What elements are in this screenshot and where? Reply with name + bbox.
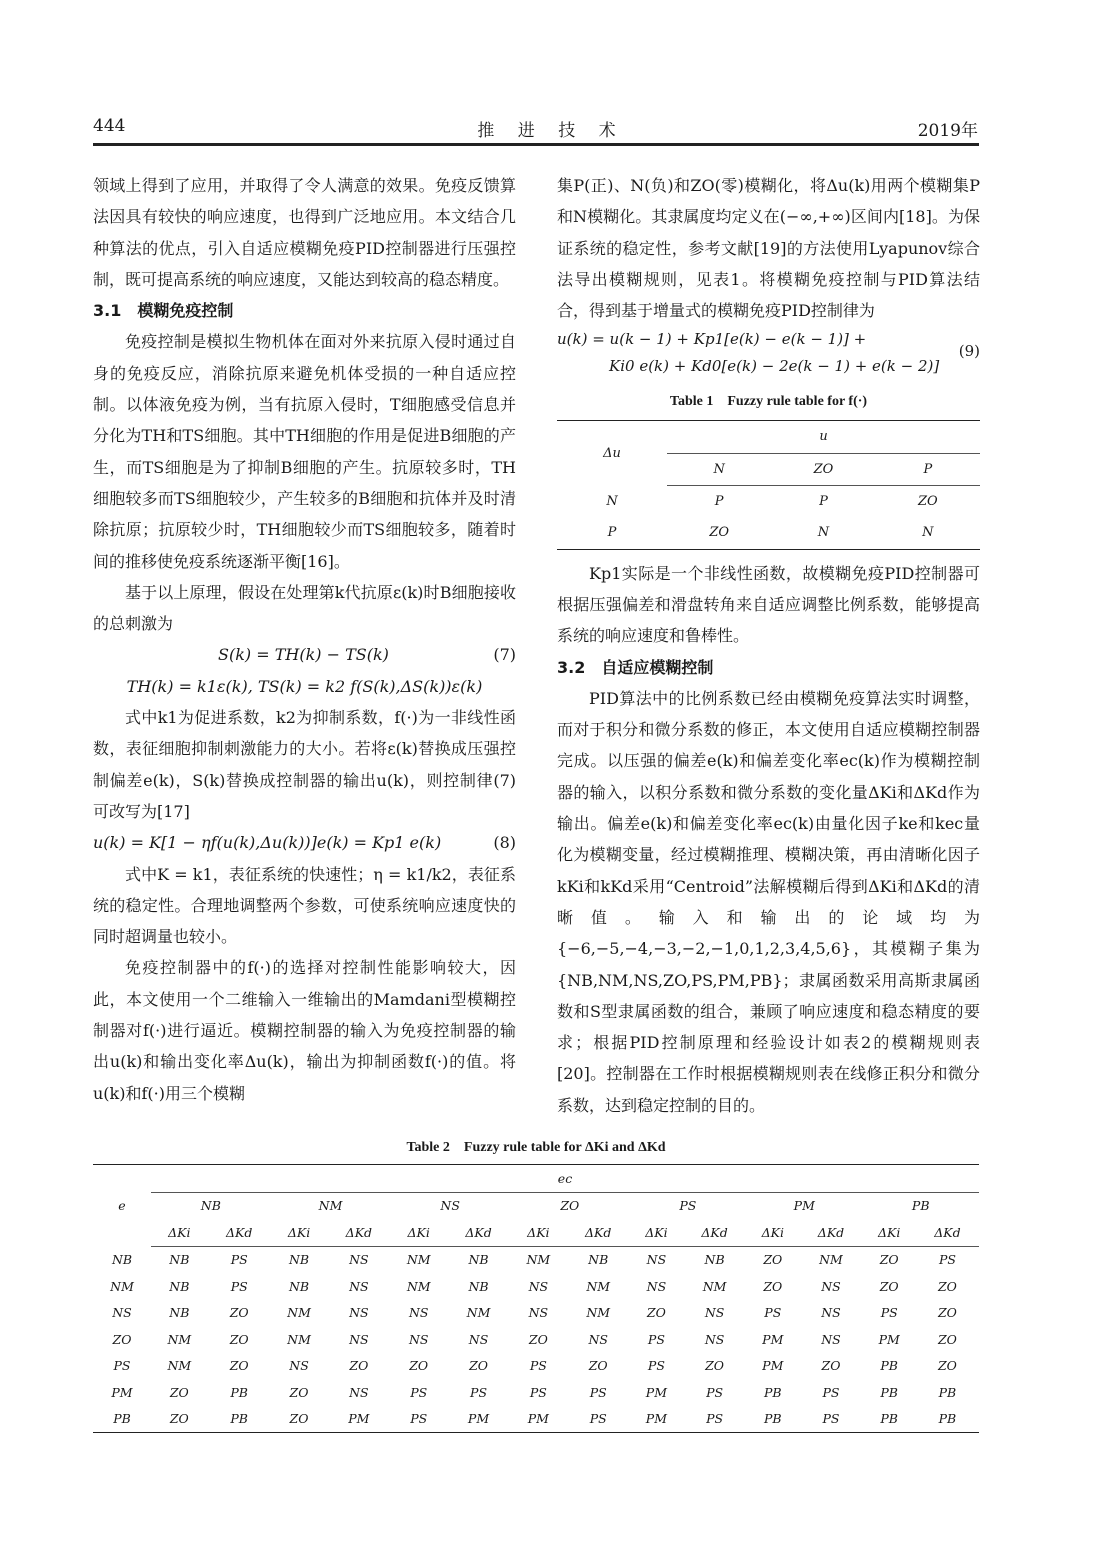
table-cell: NS [468,1331,489,1347]
table-2-group-header: PS [679,1198,697,1214]
table-cell: NS [349,1252,369,1268]
table-cell: NM [167,1358,192,1374]
table-cell: NM [702,1278,727,1294]
table-cell: PS [230,1252,248,1268]
table-2-sub-header: ΔKd [208,1219,271,1246]
header-rule [93,143,979,146]
journal-year: 2019年 [917,121,978,141]
table-cell: ZO [937,1278,957,1294]
table-cell: N [922,525,934,541]
table-2-sub-header: ΔKd [800,1219,863,1246]
table-cell: ZO [169,1384,189,1400]
table-cell: PB [763,1384,782,1400]
table-2-row-header: NM [110,1278,134,1294]
table-2-sub-header: ΔKi [390,1219,447,1246]
table-cell: PB [880,1411,898,1427]
table-cell: PS [230,1278,248,1294]
table-cell: PB [938,1384,957,1400]
table-2-row-header: NB [111,1252,133,1267]
table-2-row-header: ZO [112,1331,132,1347]
table-cell: NS [349,1278,369,1294]
equation-8-expr: u(k) = K[1 − ηf(u(k),Δu(k))]e(k) = Kp1 e(k) [93,833,442,853]
table-2-sub-header: ΔKi [630,1219,683,1246]
table-row [93,1326,979,1353]
table-cell: PS [589,1411,607,1427]
table-cell: NB [468,1278,489,1294]
table-cell: NS [821,1305,841,1321]
table-cell: P [819,494,828,510]
table-row [93,1379,979,1406]
table-cell: PB [230,1411,248,1427]
table-cell: PM [762,1331,784,1347]
table-cell: NM [466,1305,491,1321]
table-cell: NM [526,1252,551,1268]
table-cell: PS [410,1411,428,1427]
table-2-row-header: NS [112,1305,132,1321]
table-1-col-header: P [876,453,980,485]
right-paragraph-1: 集P(正)、N(负)和ZO(零)模糊化，将Δu(k)用两个模糊集P和N模糊化。其隶属度均定义在(−∞,+∞)区间内[18]。为保证系统的稳定性，参考文献[19]的方法使用Lyapunov综合法导出模糊规则，见表1。将模糊免疫控制与PID算法结合，得到基于增量式的模糊免疫PID控制律为 [557,176,980,321]
table-cell: NS [528,1305,549,1321]
table-cell: PS [647,1331,665,1347]
table-cell: ZO [646,1305,666,1321]
table-cell: NM [167,1331,192,1347]
table-cell: ZO [763,1278,783,1294]
table-cell: PB [763,1411,782,1427]
table-2-sub-header: ΔKd [683,1219,746,1246]
table-cell: NB [169,1278,190,1294]
section-heading-3-2: 3.2 自适应模糊控制 [557,657,714,677]
table-cell: NM [287,1331,311,1347]
table-cell: ZO [229,1358,249,1374]
table-row [93,1246,979,1273]
left-paragraph-5: 式中K = k1，表征系统的快速性；η = k1/k2，表征系统的稳定性。合理地调整两个参数，可使系统响应速度快的同时超调量也较小。 [93,864,516,947]
page-number: 444 [93,116,126,136]
table-cell: PS [822,1411,840,1427]
table-cell: ZO [879,1278,899,1294]
table-cell: PS [529,1358,547,1374]
table-2 [93,1164,979,1433]
table-cell: NM [586,1305,611,1321]
table-cell: ZO [528,1331,548,1347]
table-cell: ZO [879,1252,899,1268]
table-2-group-header: NS [440,1198,460,1214]
table-cell: ZO [821,1358,841,1374]
table-cell: PS [647,1358,665,1374]
table-cell: PM [878,1331,900,1347]
table-cell: NB [288,1252,310,1268]
table-cell: PS [470,1384,488,1400]
table-2-group-header: NB [200,1198,221,1214]
table-cell: PS [880,1305,898,1321]
left-paragraph-4: 式中k1为促进系数，k2为抑制系数，f(·)为一非线性函数，表征细胞抑制刺激能力的大小。若将ε(k)替换成压强控制偏差e(k)，S(k)替换成控制器的输出u(k)，则控制律(7)可改写为[17] [93,708,516,821]
equation-7-number: (7) [493,645,516,665]
table-1-caption: Table 1 Fuzzy rule table for f(·) [669,394,868,410]
table-row [93,1406,979,1433]
table-cell: P [714,494,724,510]
table-cell: PS [529,1384,547,1400]
table-cell: NS [349,1331,369,1347]
table-2-sub-header: ΔKi [151,1219,208,1246]
table-2-sub-header: ΔKd [567,1219,630,1246]
table-cell: ZO [169,1411,189,1427]
equation-9-line-2: Ki0 e(k) + Kd0[e(k) − 2e(k − 1) + e(k − 2)] [609,357,940,376]
table-cell: ZO [469,1358,488,1374]
table-cell: PS [589,1384,607,1400]
table-row [557,486,980,518]
table-cell: ZO [289,1411,309,1427]
table-cell: PM [762,1358,784,1374]
table-cell: ZO [588,1358,608,1374]
table-row [93,1273,979,1300]
left-paragraph-2: 免疫控制是模拟生物机体在面对外来抗原入侵时通过自身的免疫反应，消除抗原来避免机体受损的一种自适应控制。以体液免疫为例，当有抗原入侵时，T细胞感受信息并分化为TH和TS细胞。其中TH细胞的作用是促进B细胞的产生，而TS细胞是为了抑制B细胞的产生。抗原较多时，TH细胞较多而TS细胞较少，产生较多的B细胞和抗体并及时清除抗原；抗原较少时，TH细胞较少而TS细胞较多，随着时间的推移使免疫系统逐渐平衡[16]。 [93,332,516,571]
table-cell: PB [880,1358,898,1374]
table-cell: PM [527,1411,549,1427]
table-cell: ZO [917,494,938,510]
table-cell: NM [287,1305,311,1321]
table-2-sub-header: ΔKi [746,1219,799,1246]
equation-7b: TH(k) = k1ε(k), TS(k) = k2 f(S(k),ΔS(k))ε(k) [126,676,483,696]
table-cell: NS [821,1278,841,1294]
equation-9-line-1: u(k) = u(k − 1) + Kp1[e(k) − e(k − 1)] + [557,330,867,349]
table-cell: NB [468,1252,489,1268]
table-cell: PS [938,1252,956,1268]
table-cell: ZO [229,1331,249,1347]
table-cell: PB [230,1384,248,1400]
table-2-col-label: ec [151,1165,979,1193]
table-cell: NS [289,1358,309,1374]
table-2-sub-header: ΔKi [510,1219,567,1246]
table-cell: ZO [229,1305,249,1321]
table-row [557,517,980,549]
table-1 [557,420,980,549]
equation-8-number: (8) [493,833,516,853]
table-cell: ZO [409,1358,429,1374]
table-cell: NS [704,1305,725,1321]
table-cell: ZO [937,1331,957,1347]
equation-7-expr: S(k) = TH(k) − TS(k) [218,645,389,665]
table-cell: PB [938,1411,957,1427]
table-cell: NB [169,1252,190,1268]
table-cell: ZO [705,1358,725,1374]
table-cell: ZO [937,1358,957,1374]
table-cell: NB [288,1278,310,1294]
table-2-sub-header: ΔKd [916,1219,979,1246]
table-row [93,1300,979,1327]
table-1-row-label: Δu [603,445,621,461]
right-paragraph-3: PID算法中的比例系数已经由模糊免疫算法实时调整，而对于积分和微分系数的修正，本文使用自适应模糊控制器完成。以压强的偏差e(k)和偏差变化率ec(k)作为模糊控制器的输入，以积分系数和微分系数的变化量ΔKi和ΔKd作为输出。偏差e(k)和偏差变化率ec(k)由量化因子ke和kec量化为模糊变量，经过模糊推理、模糊决策，再由清晰化因子kKi和kKd采用“Centroid”法解模糊后得到ΔKi和ΔKd的清晰值。输入和输出的论域均为{−6,−5,−4,−3,−2,−1,0,1,2,3,4,5,6}，其模糊子集为{NB,NM,NS,ZO,PS,PM,PB}；隶属函数采用高斯隶属函数和S型隶属函数的组合，兼顾了响应速度和稳态精度的要求；根据PID控制原理和经验设计如表2的模糊规则表[20]。控制器在工作时根据模糊规则表在线修正积分和微分系数，达到稳定控制的目的。 [557,688,980,1115]
table-cell: NS [528,1278,549,1294]
equation-9-number: (9) [958,342,980,361]
table-cell: ZO [289,1384,309,1400]
table-cell: ZO [349,1358,369,1374]
left-column [93,170,516,1109]
table-2-sub-header: ΔKd [327,1219,390,1246]
right-column [557,170,980,1121]
table-1-col-header: ZO [771,453,875,485]
left-paragraph-6: 免疫控制器中的f(·)的选择对控制性能影响较大，因此，本文使用一个二维输入一维输出的Mamdani型模糊控制器对f(·)进行逼近。模糊控制器的输入为免疫控制器的输出u(k)和输出变化率Δu(k)，输出为抑制函数f(·)的值。将u(k)和f(·)用三个模糊 [93,958,516,1103]
table-cell: NM [586,1278,611,1294]
table-cell: NB [169,1305,190,1321]
table-cell: NS [349,1384,369,1400]
table-cell: N [817,525,830,541]
table-row [93,1353,979,1380]
table-cell: NS [646,1252,667,1268]
table-cell: ZO [709,525,730,541]
table-1-col-header: N [667,453,771,485]
table-cell: ZO [763,1252,783,1268]
table-cell: NS [588,1331,608,1347]
section-heading-3-1: 3.1 模糊免疫控制 [93,301,234,321]
table-cell: NS [408,1331,429,1347]
table-cell: NM [406,1278,431,1294]
table-cell: PM [348,1411,370,1427]
table-2-caption: Table 2 Fuzzy rule table for ΔKi and ΔKd [406,1140,666,1155]
table-2-group-header: NM [318,1198,343,1214]
left-paragraph-1: 领域上得到了应用，并取得了令人满意的效果。免疫反馈算法因具有较快的响应速度，也得到广泛地应用。本文结合几种算法的优点，引入自适应模糊免疫PID控制器进行压强控制，既可提高系统的响应速度，又能达到较高的稳态精度。 [93,176,516,289]
table-cell: PM [467,1411,490,1427]
table-cell: NB [704,1252,725,1268]
table-cell: NS [349,1305,369,1321]
right-paragraph-2: Kp1实际是一个非线性函数，故模糊免疫PID控制器可根据压强偏差和滑盘转角来自适应调整比例系数，能够提高系统的响应速度和鲁棒性。 [557,563,980,646]
journal-title: 推 进 技 术 [477,121,625,141]
equation-8 [93,827,516,858]
table-cell: NS [646,1278,667,1294]
table-2-sub-header: ΔKd [447,1219,510,1246]
table-cell: NM [819,1252,843,1268]
table-1-row-header: N [606,493,618,509]
table-cell: PM [645,1384,667,1400]
table-cell: PS [706,1411,724,1427]
table-cell: NS [408,1305,429,1321]
table-cell: ZO [937,1305,957,1321]
table-2-group-header: PM [793,1198,815,1214]
equation-7 [93,639,516,670]
table-2-row-label: e [118,1198,126,1213]
table-2-group-header: ZO [560,1198,580,1214]
table-2-row-header: PB [113,1411,131,1427]
table-cell: PS [410,1384,428,1400]
table-cell: PS [822,1384,840,1400]
table-1-col-label: u [819,429,828,445]
table-2-sub-header: ΔKi [271,1219,328,1246]
table-2-row-header: PM [111,1384,133,1400]
table-2-sub-header: ΔKi [862,1219,915,1246]
table-cell: NB [588,1252,609,1268]
table-cell: NS [821,1331,841,1347]
equation-9 [557,326,980,380]
left-paragraph-3: 基于以上原理，假设在处理第k代抗原ε(k)时B细胞接收的总刺激为 [93,582,516,634]
table-cell: PM [645,1411,667,1427]
table-cell: PS [706,1384,724,1400]
table-2-wrapper [93,1138,979,1433]
table-cell: PB [880,1384,898,1400]
table-cell: NS [704,1331,725,1347]
table-2-group-header: PB [911,1198,930,1214]
table-1-row-header: P [607,525,617,541]
table-cell: NM [406,1252,431,1268]
table-2-row-header: PS [113,1358,131,1374]
table-cell: PS [764,1305,782,1321]
